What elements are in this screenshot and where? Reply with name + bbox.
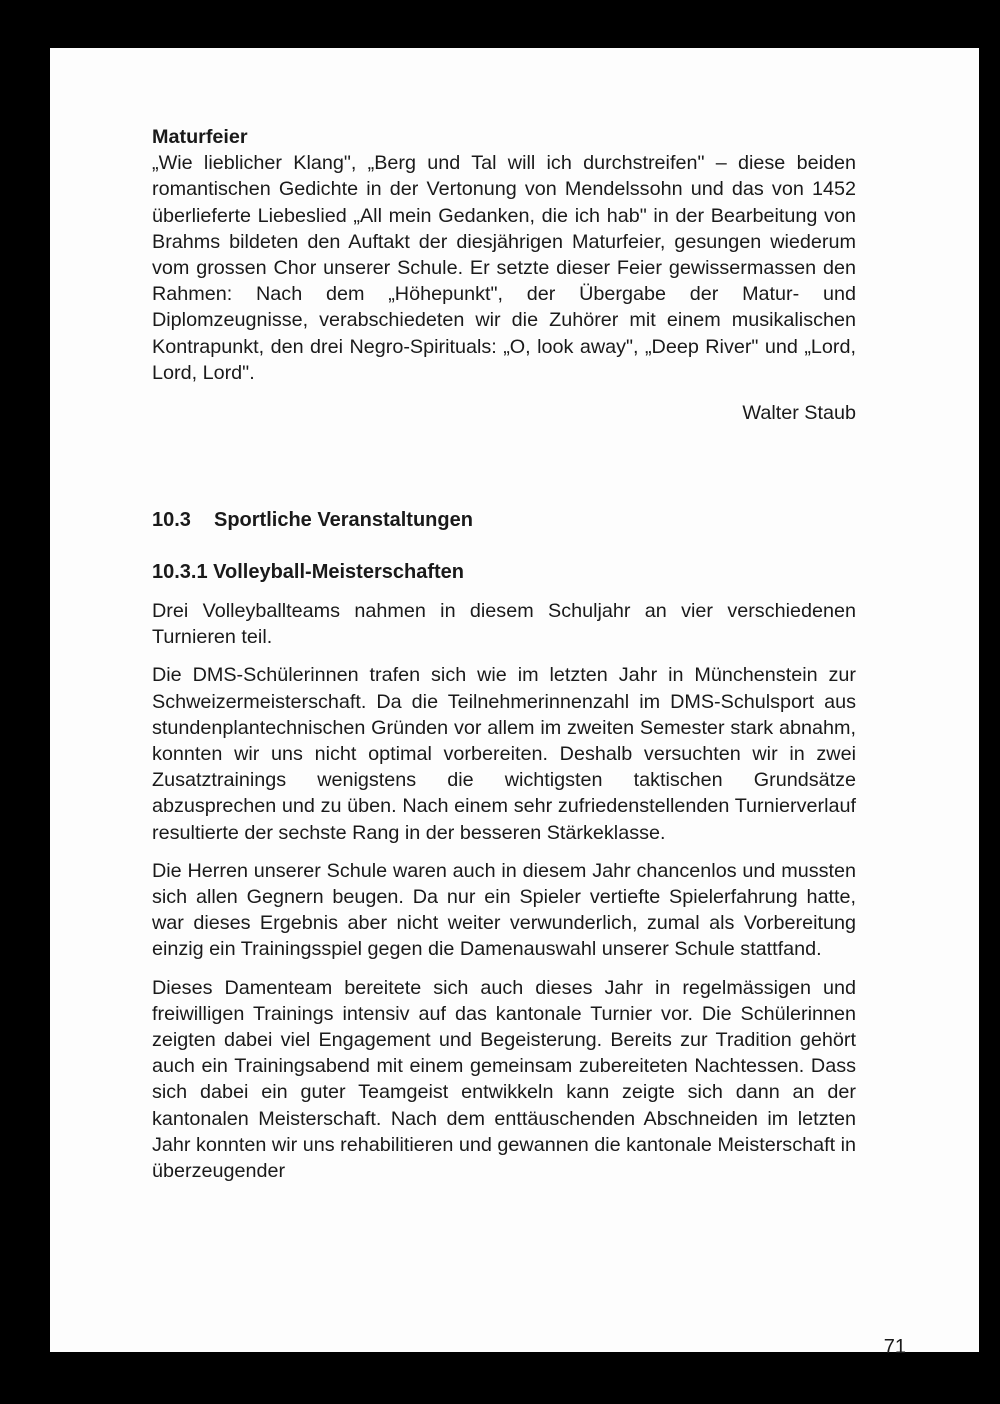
maturfeier-heading: Maturfeier xyxy=(152,126,248,148)
maturfeier-paragraph: „Wie lieblicher Klang", „Berg und Tal will ich durchstreifen" – diese beiden romantischen Gedichte in der Vertonung von Mendelssohn und das von 1452 überlieferte Liebeslied „All mein Gedanken, die ich hab" in der Bearbeitung von Brahms bildeten den Auftakt der diesjährigen Maturfeier, gesungen wiederum vom grossen Chor unserer Schule. Er setzte dieser Feier gewissermassen den Rahmen: Nach dem „Höhepunkt", der Übergabe der Matur- und Diplomzeugnisse, verabschiedeten wir die Zuhörer mit einem musikalischen Kontrapunkt, den drei Negro-Spirituals: „O, look away", „Deep River" und „Lord, Lord, Lord". xyxy=(152,152,856,384)
scan-border-top xyxy=(0,0,1000,48)
scan-border-right xyxy=(979,0,1000,1404)
scan-border-left xyxy=(0,0,50,1404)
author-signature: Walter Staub xyxy=(742,402,856,425)
paragraph: Drei Volleyballteams nahmen in diesem Schuljahr an vier verschiedenen Turnieren teil. xyxy=(152,600,856,649)
section-title: Sportliche Veranstaltungen xyxy=(214,509,473,532)
paragraph: Die DMS-Schülerinnen trafen sich wie im letzten Jahr in Münchenstein zur Schweizermeisterschaft. Da die Teilnehmerinnenzahl im DMS-Schulsport aus stundenplantechnischen Gründen vor allem im zweiten Semester stark abnahm, konnten wir uns nicht optimal vorbereiten. Deshalb versuchten wir in zwei Zusatztrainings wenigstens die wichtigsten taktischen Grundsätze abzusprechen und zu üben. Nach einem sehr zufriedenstellenden Turnierverlauf resultierte der sechste Rang in der besseren Stärkeklasse. xyxy=(152,664,856,844)
scan-border-bottom xyxy=(0,1352,1000,1404)
subsection-heading: 10.3.1 Volleyball-Meisterschaften xyxy=(152,561,464,584)
page-number: 71 xyxy=(883,1336,906,1358)
paragraph: Die Herren unserer Schule waren auch in diesem Jahr chancenlos und mussten sich allen Gegnern beugen. Da nur ein Spieler vertiefte Spielerfahrung hatte, war dieses Ergebnis aber nicht weiter verwunderlich, zumal als Vorbereitung einzig ein Trainingsspiel gegen die Damenauswahl unserer Schule stattfand. xyxy=(152,859,856,961)
document-page xyxy=(50,48,979,1358)
paragraph: Dieses Damenteam bereitete sich auch dieses Jahr in regelmässigen und freiwilligen Trainings intensiv auf das kantonale Turnier vor. Die Schülerinnen zeigten dabei viel Engagement und Begeisterung. Bereits zur Tradition gehört auch ein Trainingsabend mit einem gemeinsam zubereiteten Nachtessen. Dass sich dabei ein guter Teamgeist entwikkeln kann zeigte sich dann an der kantonalen Meisterschaft. Nach dem enttäuschenden Abschneiden im letzten Jahr konnten wir uns rehabilitieren und gewannen die kantonale Meisterschaft in überzeugender xyxy=(152,976,856,1183)
page-content xyxy=(152,124,856,1184)
section-number: 10.3 xyxy=(152,509,191,532)
section-heading xyxy=(152,506,856,534)
